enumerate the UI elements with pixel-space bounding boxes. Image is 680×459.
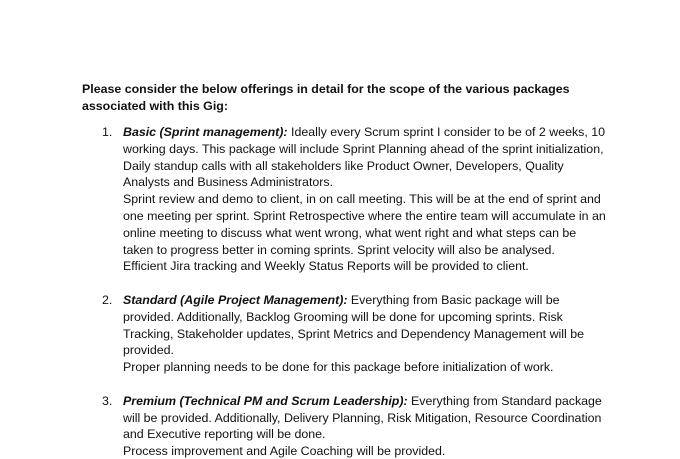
package-title: Premium (Technical PM and Scrum Leadership):	[123, 393, 408, 408]
package-detail: Efficient Jira tracking and Weekly Status Reports will be provided to client.	[123, 259, 529, 274]
package-title: Basic (Sprint management):	[123, 125, 288, 139]
package-detail: Process improvement and Agile Coaching will be provided.	[123, 444, 446, 459]
package-lead-text: Everything from Basic package will be provided. Additionally, Backlog Grooming will be done for upcoming sprints. Risk Tracking, Stakeholder updates, Sprint Metrics and Dependency Management will be provided.	[123, 292, 584, 358]
package-title: Standard (Agile Project Management):	[123, 292, 348, 307]
package-lead-text: Everything from Standard package will be provided. Additionally, Delivery Planning, Risk Mitigation, Resource Coordination and Executive reporting will be done.	[123, 393, 602, 442]
list-number: 1.	[102, 125, 113, 139]
package-detail: Proper planning needs to be done for this package before initialization of work.	[123, 360, 554, 375]
package-list	[0, 124, 680, 459]
package-item-basic	[0, 124, 680, 275]
package-description	[123, 124, 608, 191]
package-item-premium	[0, 393, 680, 459]
package-lead-text: Ideally every Scrum sprint I consider to be of 2 weeks, 10 working days. This package will include Sprint Planning ahead of the sprint initialization, Daily standup calls with all stakeholders like Product Owner, Developers, Quality Analysts and Business Administrators.	[123, 125, 606, 190]
package-item-standard	[0, 292, 680, 376]
package-description	[123, 393, 608, 443]
package-description	[123, 292, 608, 359]
list-number: 3.	[102, 393, 113, 408]
list-number: 2.	[102, 292, 113, 307]
intro-heading: Please consider the below offerings in detail for the scope of the various packages associated with this Gig:	[82, 82, 570, 113]
package-detail: Sprint review and demo to client, in on call meeting. This will be at the end of sprint and one meeting per sprint. Sprint Retrospective where the entire team will accumulate in an online meeting to discuss what went wrong, what went right and what steps can be taken to progress better in coming sprints. Sprint velocity will also be analysed.	[123, 192, 606, 257]
